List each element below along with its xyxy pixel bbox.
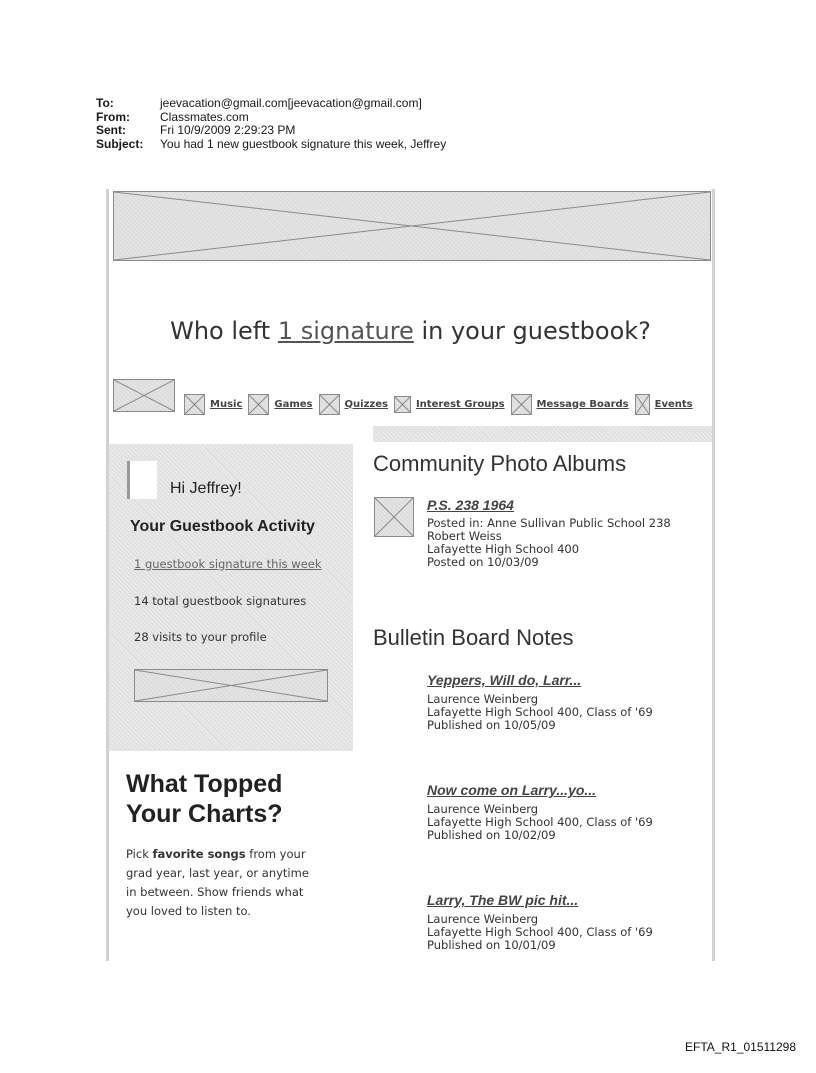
subject-row (96, 138, 446, 152)
note-meta (427, 693, 653, 732)
nav-item-message-boards[interactable] (511, 394, 629, 415)
nav-link-games[interactable]: Games (274, 398, 313, 410)
note-date: Published on 10/01/09 (427, 938, 556, 952)
charts-body-line1-post: from your (245, 847, 306, 861)
charts-title-line2: Your Charts? (126, 800, 283, 828)
favorite-songs-text: favorite songs (152, 847, 246, 861)
note-date: Published on 10/05/09 (427, 718, 556, 732)
avatar (127, 461, 157, 499)
signatures-week-link[interactable]: 1 guestbook signature this week (134, 557, 322, 571)
album-thumbnail[interactable] (374, 497, 414, 537)
bulletin-title: Bulletin Board Notes (373, 625, 574, 650)
charts-body-line3: in between. Show friends what (126, 885, 304, 899)
to-row (96, 97, 446, 111)
email-body (106, 189, 715, 961)
note-title[interactable]: Larry, The BW pic hit... (427, 892, 579, 908)
nav-link-quizzes[interactable]: Quizzes (344, 398, 388, 410)
banner-image-placeholder[interactable] (113, 191, 711, 261)
nav-bar (184, 393, 699, 415)
total-signatures: 14 total guestbook signatures (134, 594, 307, 608)
album-author: Robert Weiss (427, 529, 502, 543)
charts-body-line4: you loved to listen to. (126, 904, 251, 918)
from-row (96, 111, 446, 125)
nav-item-events[interactable] (635, 394, 693, 415)
section-divider (373, 426, 712, 442)
note-author: Laurence Weinberg (427, 912, 539, 926)
nav-item-interest-groups[interactable] (394, 396, 505, 413)
headline-prefix: Who left (170, 317, 278, 345)
sent-row (96, 124, 446, 138)
album-post-title[interactable]: P.S. 238 1964 (427, 497, 514, 513)
email-header (96, 97, 446, 151)
guestbook-button-placeholder[interactable] (134, 669, 328, 702)
charts-body-line2: grad year, last year, or anytime (126, 866, 309, 880)
nav-link-music[interactable]: Music (210, 398, 243, 410)
from-value: Classmates.com (160, 109, 249, 124)
note-author: Laurence Weinberg (427, 692, 539, 706)
nav-link-interest-groups[interactable]: Interest Groups (415, 398, 505, 410)
activity-title: Your Guestbook Activity (130, 518, 315, 535)
message-boards-icon (511, 394, 532, 415)
sidebar-panel (109, 444, 353, 751)
album-posted-on: Posted on 10/03/09 (427, 555, 539, 569)
album-meta (427, 517, 671, 569)
nav-item-music[interactable] (184, 394, 242, 415)
album-school: Lafayette High School 400 (427, 542, 580, 556)
note-school: Lafayette High School 400, Class of '69 (427, 925, 653, 939)
sent-value: Fri 10/9/2009 2:29:23 PM (160, 123, 296, 138)
to-label: To: (96, 96, 114, 110)
charts-title (126, 769, 283, 829)
sent-label: Sent: (96, 123, 126, 138)
note-title[interactable]: Now come on Larry...yo... (427, 782, 597, 798)
from-label: From: (96, 109, 130, 124)
nav-item-games[interactable] (248, 394, 312, 415)
note-school: Lafayette High School 400, Class of '69 (427, 705, 653, 719)
note-meta (427, 913, 653, 952)
logo-placeholder[interactable] (113, 379, 175, 412)
music-icon (184, 394, 205, 415)
note-meta (427, 803, 653, 842)
document-id: EFTA_R1_01511298 (685, 1040, 796, 1054)
note-author: Laurence Weinberg (427, 802, 539, 816)
albums-title: Community Photo Albums (373, 451, 627, 476)
note-school: Lafayette High School 400, Class of '69 (427, 815, 653, 829)
note-date: Published on 10/02/09 (427, 828, 556, 842)
charts-title-line1: What Topped (126, 770, 283, 798)
album-posted-in: Posted in: Anne Sullivan Public School 238 (427, 516, 671, 530)
nav-link-events[interactable]: Events (654, 398, 693, 410)
headline (109, 317, 712, 345)
subject-label: Subject: (96, 136, 144, 151)
profile-visits: 28 visits to your profile (134, 630, 267, 644)
charts-body (126, 845, 309, 921)
subject-value: You had 1 new guestbook signature this week, Jeffrey (160, 136, 447, 151)
quizzes-icon (319, 394, 340, 415)
signature-count-link[interactable]: 1 signature (277, 317, 414, 345)
note-title[interactable]: Yeppers, Will do, Larr... (427, 672, 582, 688)
greeting: Hi Jeffrey! (170, 480, 242, 497)
nav-item-quizzes[interactable] (319, 394, 388, 415)
nav-link-message-boards[interactable]: Message Boards (536, 398, 629, 410)
events-icon (635, 394, 650, 415)
to-value: jeevacation@gmail.com[jeevacation@gmail.com] (160, 96, 422, 110)
interest-groups-icon (394, 396, 411, 413)
charts-body-pre: Pick (126, 847, 153, 861)
headline-suffix: in your guestbook? (413, 317, 651, 345)
games-icon (248, 394, 269, 415)
